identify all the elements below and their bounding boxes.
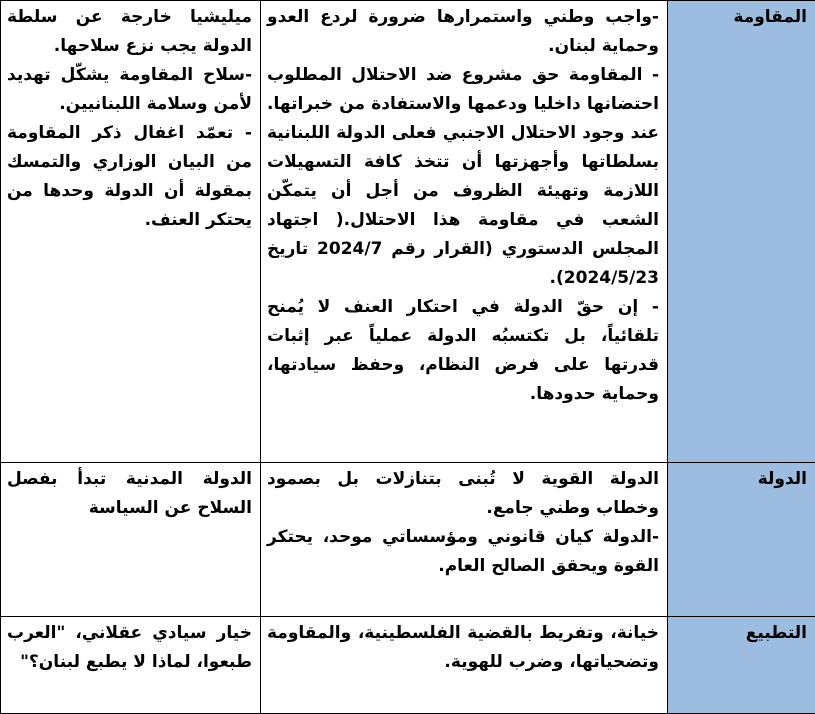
paragraph: - إن حقّ الدولة في احتكار العنف لا يُمنح تلقائياً، بل تكتسبُه الدولة عملياً عبر إثبات قدرتها على فرض النظام، وحفظ سيادتها، وحماية حدودها. — [267, 293, 659, 409]
paragraph: -واجب وطني واستمرارها ضرورة لردع العدو وحماية لبنان. — [267, 3, 659, 61]
position-b-cell — [1, 617, 261, 714]
paragraph: - تعمّد اغفال ذكر المقاومة من البيان الوزاري والتمسك بمقولة أن الدولة وحدها من يحتكر العنف. — [7, 119, 252, 235]
table-row-normalization — [1, 617, 815, 714]
position-a-cell — [261, 617, 668, 714]
position-a-cell — [261, 1, 668, 463]
paragraph: -سلاح المقاومة يشكّل تهديد لأمن وسلامة اللبنانيين. — [7, 61, 252, 119]
paragraph: -الدولة كيان قانوني ومؤسساتي موحد، يحتكر القوة ويحقق الصالح العام. — [267, 523, 659, 581]
position-b-cell — [1, 1, 261, 463]
paragraph: الدولة المدنية تبدأ بفصل السلاح عن السياسة — [7, 465, 252, 523]
topic-cell-normalization — [668, 617, 815, 714]
table-row-state — [1, 463, 815, 617]
topic-cell-resistance — [668, 1, 815, 463]
paragraph: خيانة، وتفريط بالقضية الفلسطينية، والمقاومة وتضحياتها، وضرب للهوية. — [267, 619, 659, 677]
paragraph: ميليشيا خارجة عن سلطة الدولة يجب نزع سلاحها. — [7, 3, 252, 61]
topic-label: التطبيع — [674, 619, 807, 648]
paragraph: - المقاومة حق مشروع ضد الاحتلال المطلوب احتضانها داخليا ودعمها والاستفادة من خبراتها. عند وجود الاحتلال الاجنبي فعلى الدولة اللبنانية بسلطاتها وأجهزتها أن تتخذ كافة التسهيلات اللازمة وتهيئة الظروف من أجل أن يتمكّن الشعب في مقاومة هذا الاحتلال.( اجتهاد المجلس الدستوري (القرار رقم 2024/7 تاريخ 2024/5/23). — [267, 61, 659, 293]
table-row-resistance — [1, 1, 815, 463]
topic-cell-state — [668, 463, 815, 617]
position-b-cell — [1, 463, 261, 617]
paragraph: الدولة القوية لا تُبنى بتنازلات بل بصمود وخطاب وطني جامع. — [267, 465, 659, 523]
topic-label: الدولة — [674, 465, 807, 494]
paragraph: خيار سيادي عقلاني، "العرب طبعوا، لماذا لا يطبع لبنان؟" — [7, 619, 252, 677]
topic-label: المقاومة — [674, 3, 807, 32]
position-a-cell — [261, 463, 668, 617]
